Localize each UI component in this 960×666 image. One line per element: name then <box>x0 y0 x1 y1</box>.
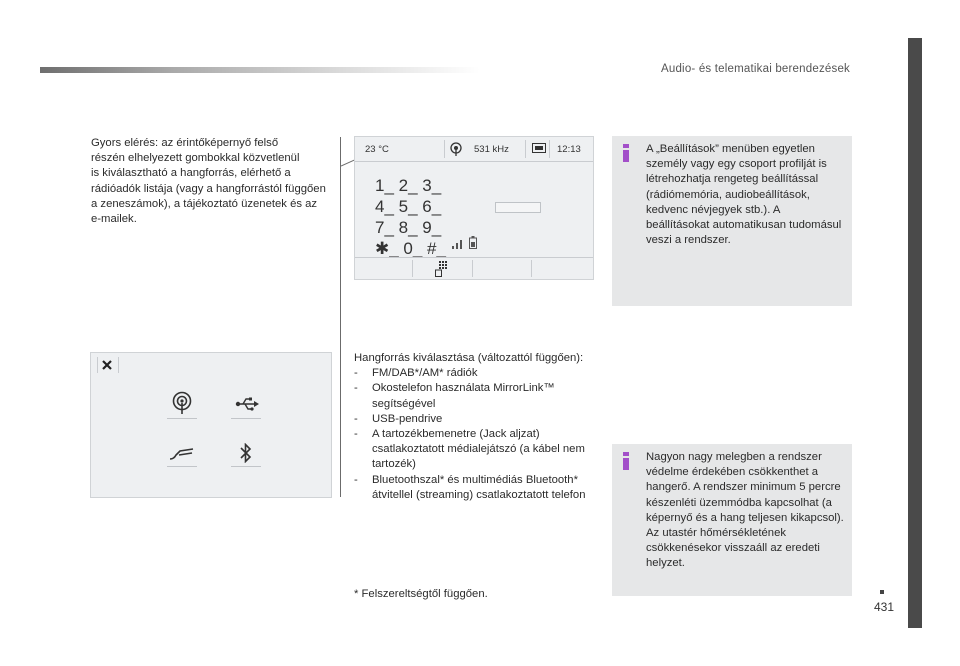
info-line: védelme érdekében csökkenthet a <box>646 466 819 479</box>
radio-phone-screen <box>354 136 594 280</box>
source-selection-screen <box>90 352 332 498</box>
list-item <box>354 473 594 503</box>
list-item <box>354 427 594 473</box>
info-line: létrehozhatja rengeteg beállítással <box>646 173 819 186</box>
list-item-text: segítségével <box>372 397 436 410</box>
intro-line: részén elhelyezett gombokkal közvetlenül <box>91 152 300 165</box>
frequency-readout: 531 kHz <box>474 144 509 155</box>
list-item-text: FM/DAB*/AM* rádiók <box>372 367 478 380</box>
clock-readout: 12:13 <box>557 144 581 155</box>
jack-aux-source-icon[interactable] <box>169 447 195 461</box>
list-item-text: A tartozékbemenetre (Jack aljzat) <box>372 428 540 441</box>
intro-line: rádióadók listája (vagy a hangforrástól függően <box>91 182 326 195</box>
info-line: hangerő. A rendszer minimum 5 percre <box>646 481 841 494</box>
list-item-text: átvitellel (streaming) csatlakoztatott telefon <box>372 488 586 501</box>
info-line: személy vagy egy csoport profilját is <box>646 158 827 171</box>
icon-underline <box>167 418 197 419</box>
info-line: helyzet. <box>646 557 685 570</box>
header-rule <box>40 67 480 73</box>
info-text <box>646 142 846 248</box>
message-icon[interactable] <box>532 143 546 155</box>
keypad-row[interactable]: 7_ 8_ 9_ <box>375 218 442 237</box>
list-item <box>354 366 594 381</box>
info-line: készenléti üzemmódba kapcsolhat (a <box>646 496 832 509</box>
chapter-tab-strip <box>908 38 922 628</box>
usb-source-icon[interactable] <box>235 397 259 411</box>
list-bullet: - <box>354 412 358 425</box>
status-divider <box>444 140 445 158</box>
radio-source-icon[interactable] <box>450 142 462 156</box>
list-bullet: - <box>354 367 358 380</box>
bottom-divider <box>472 260 473 277</box>
list-item-text: Okostelefon használata MirrorLink™ <box>372 382 555 395</box>
callout-line <box>340 137 341 497</box>
info-line: csökkenésekor visszaáll az eredeti <box>646 542 820 555</box>
info-line: képernyő és a hang teljesen kikapcsol). <box>646 511 844 524</box>
screen-status-bar <box>355 137 593 162</box>
intro-paragraph <box>91 136 341 227</box>
intro-line: e-mailek. <box>91 213 137 226</box>
icon-underline <box>231 466 261 467</box>
phone-keypad[interactable] <box>375 175 446 259</box>
info-box-settings <box>612 136 852 306</box>
footnote: * Felszereltségtől függően. <box>354 588 488 600</box>
info-line: kedvenc névjegyek stb.). A <box>646 203 781 216</box>
page-marker <box>880 590 884 594</box>
info-line: beállításokat automatikusan tudomásul <box>646 219 842 232</box>
radio-source-icon[interactable] <box>171 391 193 415</box>
info-line: (rádiómemória, audiobeállítások, <box>646 188 810 201</box>
intro-line: a zeneszámok), a tájékoztató üzenetek és az <box>91 197 318 210</box>
screen-divider <box>118 357 119 373</box>
info-text <box>646 450 846 572</box>
keypad-row[interactable]: 1_ 2_ 3_ <box>375 176 442 195</box>
list-item <box>354 412 594 427</box>
list-item-text: csatlakoztatott médialejátszó (a kábel nem <box>372 443 585 456</box>
intro-line: is kiválasztható a hangforrás, elérhető a <box>91 167 291 180</box>
info-line: A „Beállítások” menüben egyetlen <box>646 143 815 155</box>
source-list-heading: Hangforrás kiválasztása (változattól függően): <box>354 352 584 364</box>
info-line: Nagyon nagy melegben a rendszer <box>646 451 822 463</box>
source-list <box>354 351 594 503</box>
keypad-row[interactable]: ✱_ 0_ #_ <box>375 239 446 258</box>
page-number: 431 <box>874 600 895 614</box>
list-item-text: tartozék) <box>372 458 416 471</box>
bottom-divider <box>531 260 532 277</box>
temperature-readout: 23 °C <box>365 144 389 155</box>
bottom-divider <box>412 260 413 277</box>
signal-strength-icon <box>452 237 466 249</box>
info-line: Az utastér hőmérsékletének <box>646 527 787 540</box>
status-divider <box>525 140 526 158</box>
list-bullet: - <box>354 428 358 441</box>
info-box-heat-protection <box>612 444 852 596</box>
intro-line: Gyors elérés: az érintőképernyő felső <box>91 137 279 149</box>
status-divider <box>549 140 550 158</box>
bluetooth-source-icon[interactable] <box>239 443 253 463</box>
keypad-menu-icon[interactable] <box>435 261 449 277</box>
list-bullet: - <box>354 382 358 395</box>
info-icon <box>622 144 630 162</box>
icon-underline <box>167 466 197 467</box>
info-icon <box>622 452 630 470</box>
page-header-title: Audio- és telematikai berendezések <box>661 63 850 75</box>
icon-underline <box>231 418 261 419</box>
number-entry-field[interactable] <box>495 202 541 213</box>
close-icon[interactable] <box>101 359 113 371</box>
keypad-row[interactable]: 4_ 5_ 6_ <box>375 197 442 216</box>
list-item-text: USB-pendrive <box>372 412 443 425</box>
list-item <box>354 381 594 411</box>
list-item-text: Bluetoothszal* és multimédiás Bluetooth* <box>372 473 578 486</box>
info-line: veszi a rendszer. <box>646 234 731 247</box>
list-bullet: - <box>354 473 358 486</box>
battery-icon <box>469 236 477 249</box>
screen-bottom-bar <box>355 257 593 280</box>
screen-divider <box>97 357 98 373</box>
